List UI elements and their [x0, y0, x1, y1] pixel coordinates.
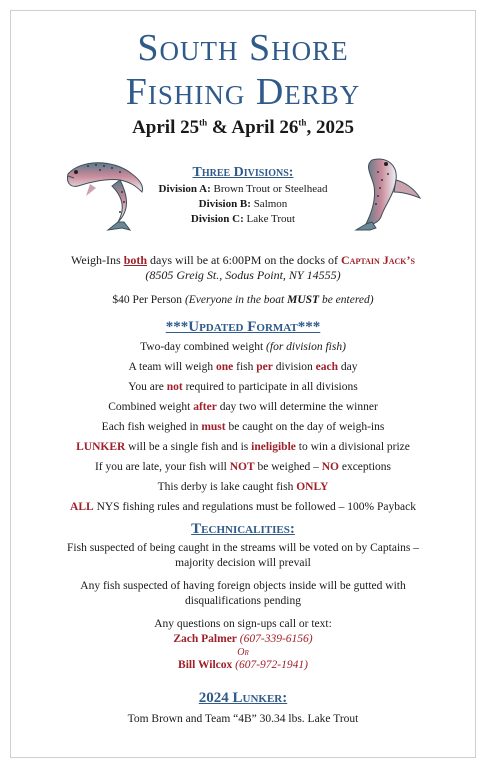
technicalities-heading: Technicalities:	[191, 521, 295, 537]
title-line-2: Fishing Derby	[125, 71, 361, 113]
lunker-section	[20, 691, 466, 727]
divisions-section	[120, 165, 366, 227]
weigh-in-info	[20, 253, 466, 283]
price-must: MUST	[287, 294, 320, 306]
rule-4-b: day two will determine the winner	[216, 401, 378, 413]
price-note-a: (Everyone in the boat	[184, 294, 288, 306]
rule-6	[20, 437, 466, 457]
weigh-in-text-a: Weigh-Ins	[71, 253, 124, 267]
rule-2-b: fish	[233, 361, 257, 373]
event-year: , 2025	[306, 117, 354, 138]
rule-4-after: after	[193, 401, 217, 413]
rule-2-per: per	[256, 361, 273, 373]
division-c-value: Lake Trout	[243, 213, 296, 225]
rule-8-only: ONLY	[296, 481, 329, 493]
rule-2-each: each	[315, 361, 339, 373]
rule-4-a: Combined weight	[108, 401, 194, 413]
rule-9	[20, 497, 466, 517]
lunker-text: Tom Brown and Team “4B” 30.34 lbs. Lake Trout	[127, 713, 359, 725]
event-dates	[0, 117, 486, 139]
weigh-in-line	[20, 253, 466, 268]
division-a	[120, 182, 366, 197]
rule-2-one: one	[216, 361, 234, 373]
rule-5	[20, 417, 466, 437]
format-section	[20, 317, 466, 517]
rule-3-b: required to participate in all divisions	[182, 381, 358, 393]
rule-7-c: exceptions	[338, 461, 392, 473]
tech-para-2-line-2: disqualifications pending	[185, 595, 301, 607]
start-date-suffix: th	[199, 117, 208, 128]
rule-7	[20, 457, 466, 477]
rule-1-text: Two-day combined weight	[140, 341, 267, 353]
rule-5-a: Each fish weighed in	[101, 421, 202, 433]
rule-3-a: You are	[128, 381, 167, 393]
rule-7-b: be weighed –	[254, 461, 322, 473]
end-date: April 26	[231, 117, 299, 138]
end-date-suffix: th	[298, 117, 307, 128]
lunker-heading: 2024 Lunker:	[198, 690, 288, 706]
tech-para-2-line-1: Any fish suspected of having foreign objects inside will be gutted with	[80, 580, 406, 592]
rule-3-not: not	[166, 381, 183, 393]
contact-2-name: Bill Wilcox	[178, 659, 233, 671]
rule-6-lunker: LUNKER	[76, 441, 126, 453]
tech-para-1-line-1: Fish suspected of being caught in the streams will be voted on by Captains –	[67, 542, 419, 554]
price-note-b: be entered)	[319, 294, 374, 306]
rule-8-a: This derby is lake caught fish	[157, 481, 297, 493]
contact-intro: Any questions on sign-ups call or text:	[154, 618, 332, 630]
division-c	[120, 212, 366, 227]
rule-6-b: to win a divisional prize	[295, 441, 410, 453]
divisions-heading: Three Divisions:	[192, 165, 294, 180]
rule-2-d: day	[338, 361, 358, 373]
contact-2	[20, 658, 466, 673]
rule-6-ineligible: ineligible	[251, 441, 296, 453]
rule-2-a: A team will weigh	[128, 361, 216, 373]
rule-2-c: division	[272, 361, 316, 373]
date-joiner: &	[207, 117, 232, 138]
rule-5-b: be caught on the day of weigh-ins	[225, 421, 385, 433]
tech-para-1-line-2: majority decision will prevail	[175, 557, 311, 569]
rule-1	[20, 337, 466, 357]
division-b-label: Division B:	[198, 198, 251, 210]
contact-1	[20, 632, 466, 647]
rule-2	[20, 357, 466, 377]
rule-9-all: ALL	[70, 501, 94, 513]
price-line	[20, 293, 466, 308]
rule-7-no: NO	[321, 461, 339, 473]
rule-7-not: NOT	[229, 461, 255, 473]
contact-1-phone: (607-339-6156)	[236, 633, 313, 645]
rule-7-a: If you are late, your fish will	[94, 461, 230, 473]
division-a-label: Division A:	[158, 183, 211, 195]
rule-9-b: NYS fishing rules and regulations must be followed – 100% Payback	[93, 501, 416, 513]
rule-3	[20, 377, 466, 397]
division-b-value: Salmon	[250, 198, 288, 210]
division-c-label: Division C:	[190, 213, 244, 225]
contact-2-phone: (607-972-1941)	[232, 659, 308, 671]
rule-8	[20, 477, 466, 497]
contact-1-name: Zach Palmer	[173, 633, 237, 645]
weigh-in-text-b: days will be at 6:00PM on the docks of	[147, 253, 342, 267]
start-date: April 25	[132, 117, 200, 138]
rule-5-must: must	[201, 421, 226, 433]
format-heading: ***Updated Format***	[165, 319, 321, 335]
captain-jacks: Captain Jack’s	[341, 253, 415, 267]
price-text: $40 Per Person	[112, 294, 185, 306]
rule-4	[20, 397, 466, 417]
rule-1-note: (for division fish)	[266, 341, 346, 353]
division-a-value: Brown Trout or Steelhead	[210, 183, 328, 195]
title-line-1: South Shore	[137, 27, 349, 69]
division-b	[120, 197, 366, 212]
contact-or: Or	[237, 647, 249, 658]
rule-6-a: will be a single fish and is	[125, 441, 252, 453]
technicalities-section	[20, 522, 466, 673]
weigh-in-both: both	[123, 253, 148, 267]
weigh-in-address: (8505 Greig St., Sodus Point, NY 14555)	[145, 268, 341, 282]
